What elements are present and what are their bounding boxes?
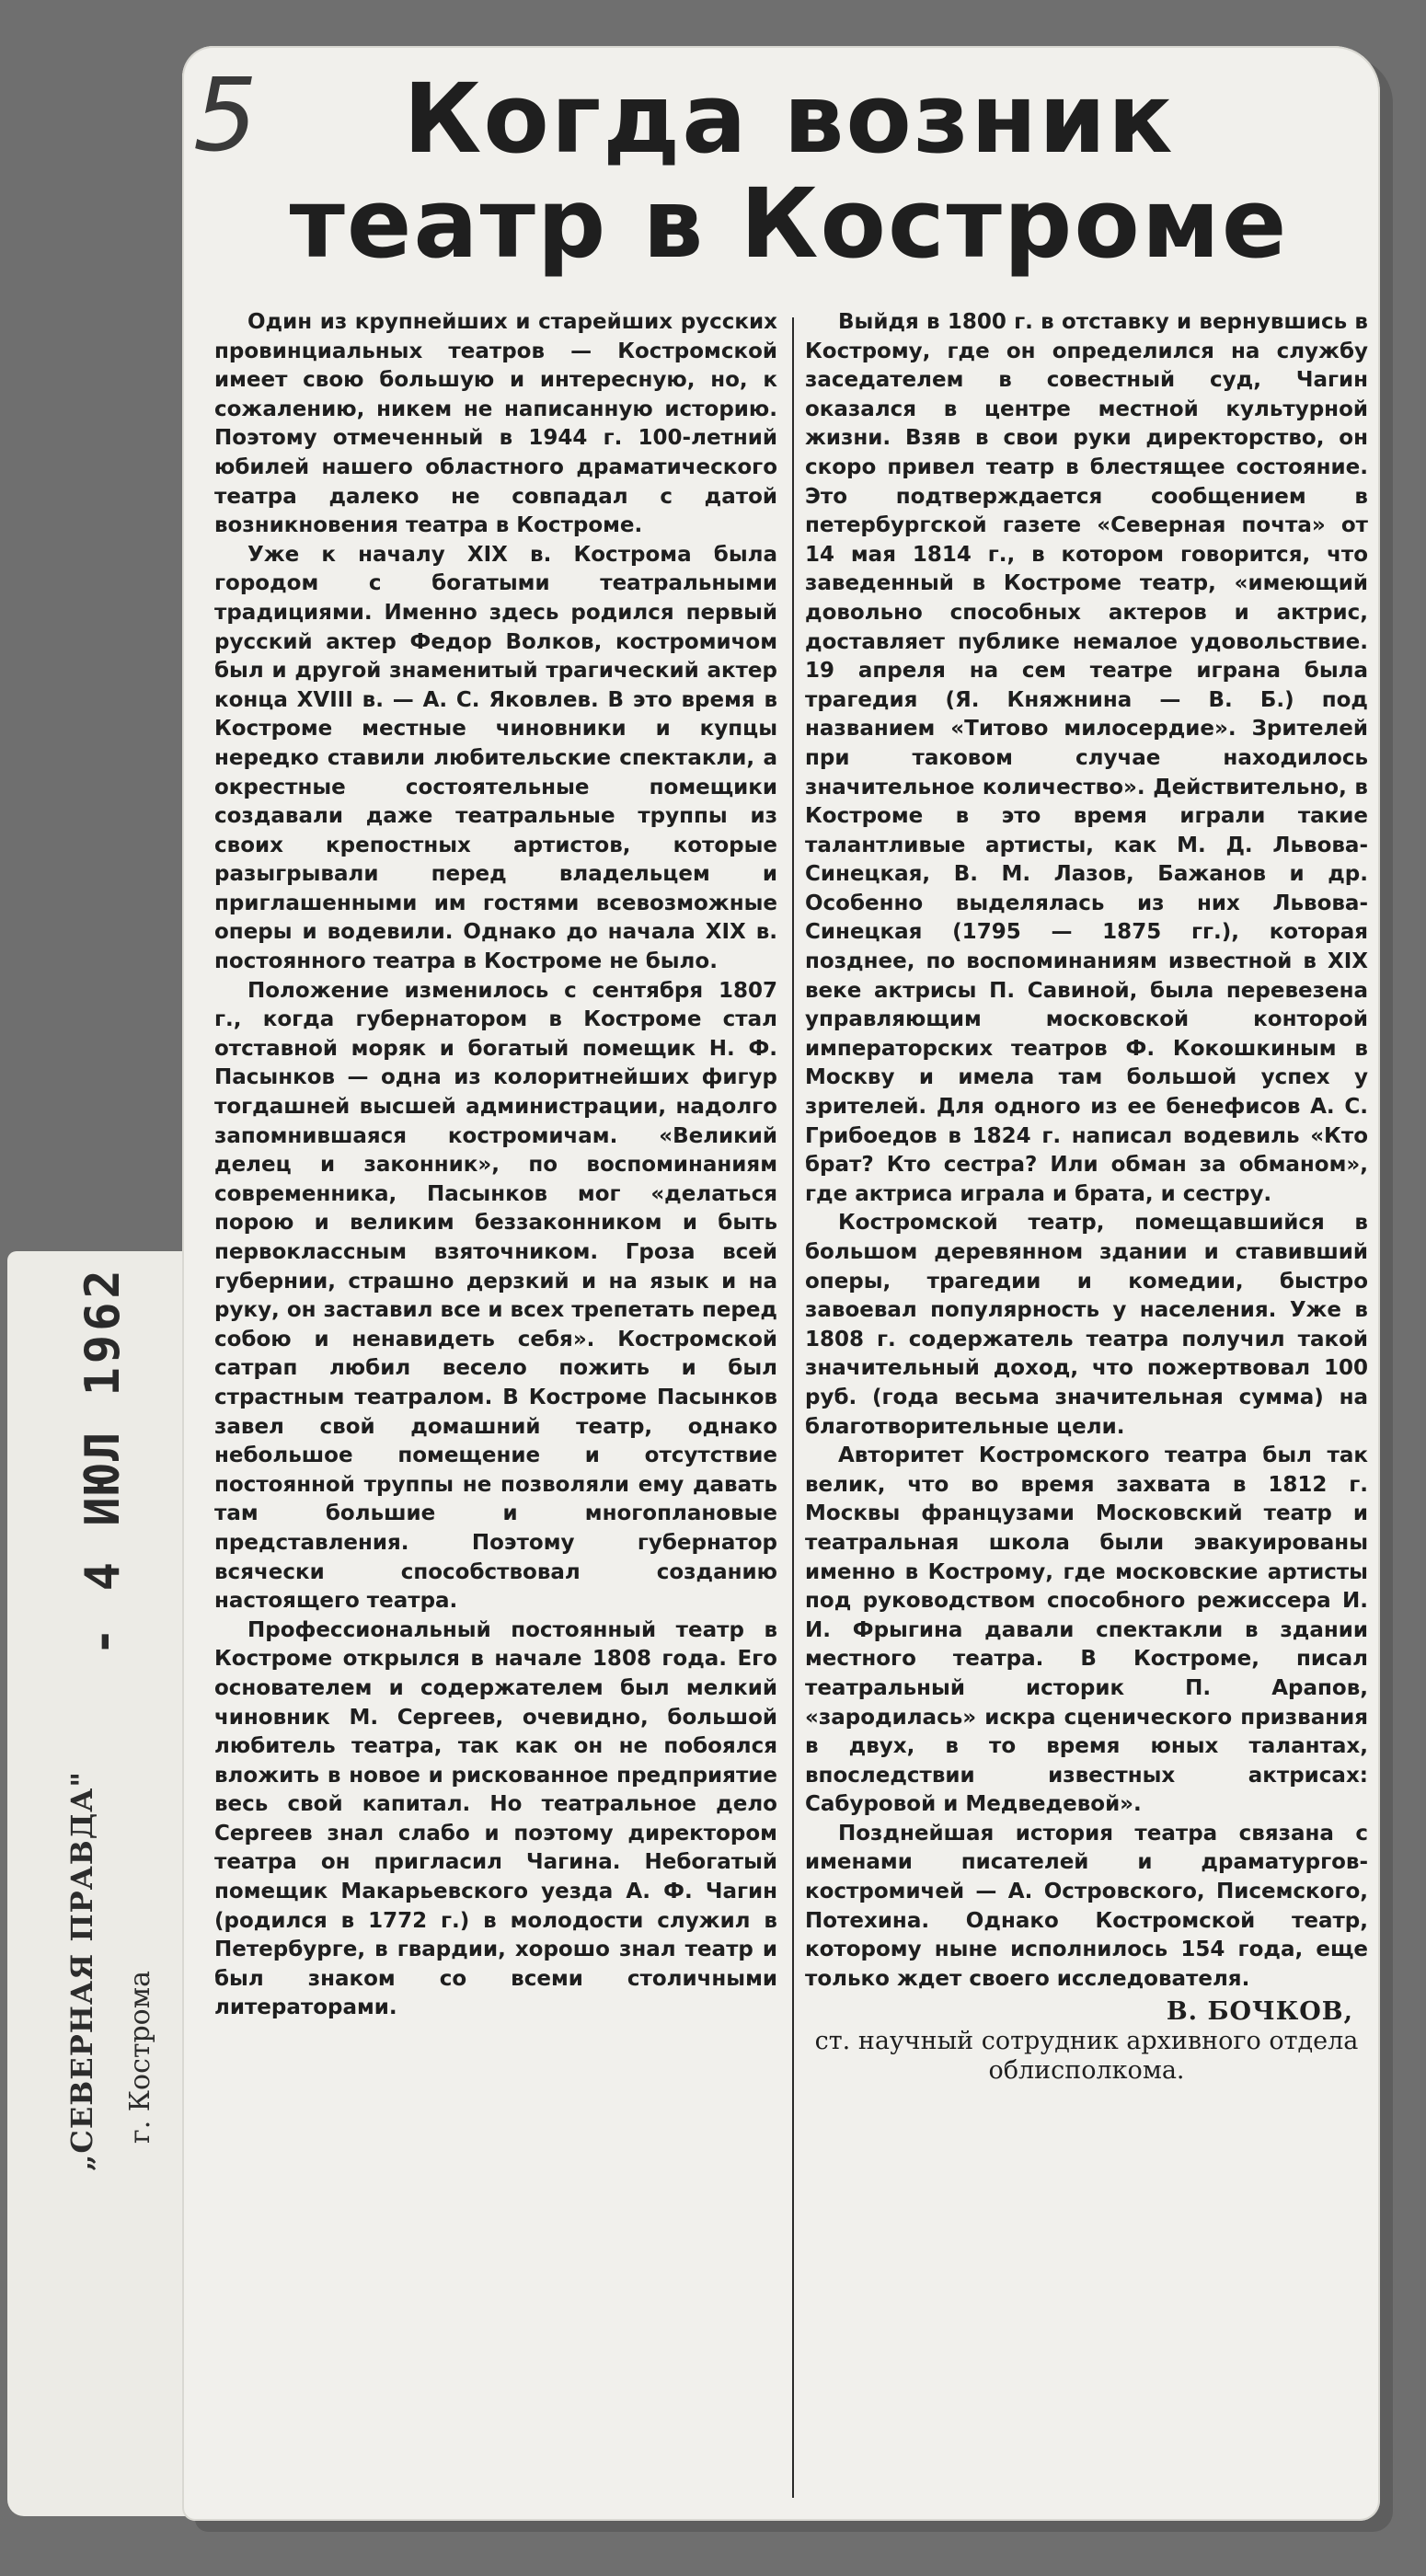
author-name: В. БОЧКОВ, <box>1166 1997 1353 2027</box>
headline-line-2: театр в Костроме <box>289 167 1289 280</box>
paragraph: Авторитет Костромского театра был так велик, что во время захвата в 1812 г. Москвы французами Московский театр и театральная школа были эвакуированы именно в Кострому, где московские артисты под руководством способного режиссера И. И. Фрыгина давали спектакли в здании местного театра. В Костроме, писал театральный историк П. Арапов, «зародилась» искра сценического призвания в двух, в то время юных талантах, впоследствии известных актрисах: Сабуровой и Медведевой». <box>805 1443 1368 1817</box>
article-headline <box>207 63 1371 280</box>
paragraph: Позднейшая история театра связана с именами писателей и драматургов-костромичей — А. Островского, Писемского, Потехина. Однако Костромской театр, которому ныне исполнилось 154 года, еще только ждет своего исследователя. <box>805 1821 1368 1991</box>
paragraph: Уже к началу XIX в. Кострома была городом с богатыми театральными традициями. Именно здесь родился первый русский актер Федор Волков, костромичом был и другой знаменитый трагический актер конца XVIII в. — А. С. Яковлев. В это время в Костроме местные чиновники и купцы нередко ставили любительские спектакли, а окрестные состоятельные помещики создавали даже театральные труппы из своих крепостных артистов, которые разыгрывали перед владельцем и приглашенными им гостями всевозможные оперы и водевили. Однако до начала XIX в. постоянного театра в Костроме не было. <box>214 542 777 974</box>
column-divider <box>792 317 794 2498</box>
newspaper-city: г. Кострома <box>124 1971 156 2144</box>
headline-line-1: Когда возник <box>403 63 1175 175</box>
paragraph: Положение изменилось с сентября 1807 г., когда губернатором в Костроме стал отставной моряк и богатый помещик Н. Ф. Пасынков — одна из колоритнейших фигур тогдашней высшей администрации, надолго запомнившаяся костромичам. «Великий делец и законник», по воспоминаниям современника, Пасынков мог «делаться порою и великим беззаконником и быть первоклассным взяточником. Гроза всей губернии, страшно дерзкий и на язык и на руку, он заставил все и всех трепетать перед собою и ненавидеть себя». Костромской сатрап любил весело пожить и был страстным театралом. В Костроме Пасынков завел свой домашний театр, однако небольшое помещение и отсутствие постоянной труппы не позволяли ему давать там большие и многоплановые представления. Поэтому губернатор всячески способствовал созданию настоящего театра. <box>214 978 777 1614</box>
newspaper-name <box>64 1771 99 2171</box>
paragraph: Профессиональный постоянный театр в Костроме открылся в начале 1808 года. Его основателем и содержателем был мелкий чиновник М. Сергеев, очевидно, большой любитель театра, так как он не побоялся вложить в новое и рискованное предприятие весь свой капитал. Но театральное дело Сергеев знал слабо и поэтому директором театра он пригласил Чагина. Небогатый помещик Макарьевского уезда А. Ф. Чагин (родился в 1772 г.) в молодости служил в Петербурге, в гвардии, хорошо знал театр и был знаком со всеми столичными литераторами. <box>214 1617 777 2020</box>
paragraph: Костромской театр, помещавшийся в большом деревянном здании и ставивший оперы, трагедии и комедии, быстро завоевал популярность у населения. Уже в 1808 г. содержатель театра получил такой значительный доход, что пожертвовал 100 руб. (года весьма значительная сумма) на благотворительные цели. <box>805 1211 1368 1439</box>
left-column <box>214 308 777 2023</box>
author-title: ст. научный сотрудник архивного отдела облисполкома. <box>814 2027 1359 2086</box>
paragraph: Выйдя в 1800 г. в отставку и вернувшись в Кострому, где он определился на службу заседателем в совестный суд, Чагин оказался в центре местной культурной жизни. Взяв в свои руки директорство, он скоро привел театр в блестящее состояние. Это подтверждается сообщением в петербургской газете «Северная почта» от 14 мая 1814 г., в котором говорится, что заведенный в Костроме театр, «имеющий довольно способных актеров и актрис, доставляет публике немалое удовольствие. 19 апреля на сем театре играна была трагедия (Я. Княжнина — В. Б.) под названием «Титово милосердие». Зрителей при таковом случае находилось значительное количество». Действительно, в Костроме в это время играли такие талантливые артисты, как М. Д. Львова-Синецкая, В. М. Лазов, Бажанов и др. Особенно выделялась из них Львова-Синецкая (1795 — 1875 гг.), которая позднее, по воспоминаниям известной в XIX веке актрисы П. Савиной, была перевезена управляющим московской конторой императорских театров Ф. Кокошкиным в Москву и имела там большой успех у зрителей. Для одного из ее бенефисов А. С. Грибоедов в 1824 г. написал водевиль «Кто брат? Кто сестра? Или обман за обманом», где актриса играла и брата, и сестру. <box>805 310 1368 1206</box>
article-body <box>207 308 1375 2516</box>
newspaper-title: „СЕВЕРНАЯ ПРАВДА" <box>64 1771 99 2171</box>
right-column <box>805 308 1368 2086</box>
handwritten-page-number: 5 <box>193 56 258 174</box>
paragraph: Один из крупнейших и старейших русских провинциальных театров — Костромской имеет свою большую и интересную, но, к сожалению, никем не написанную историю. Поэтому отмеченный в 1944 г. 100-летний юбилей нашего областного драматического театра далеко не совпадал с датой возникновения театра в Костроме. <box>214 310 777 538</box>
date-stamp: - 4 ИЮЛ 1962 <box>75 1266 131 1656</box>
